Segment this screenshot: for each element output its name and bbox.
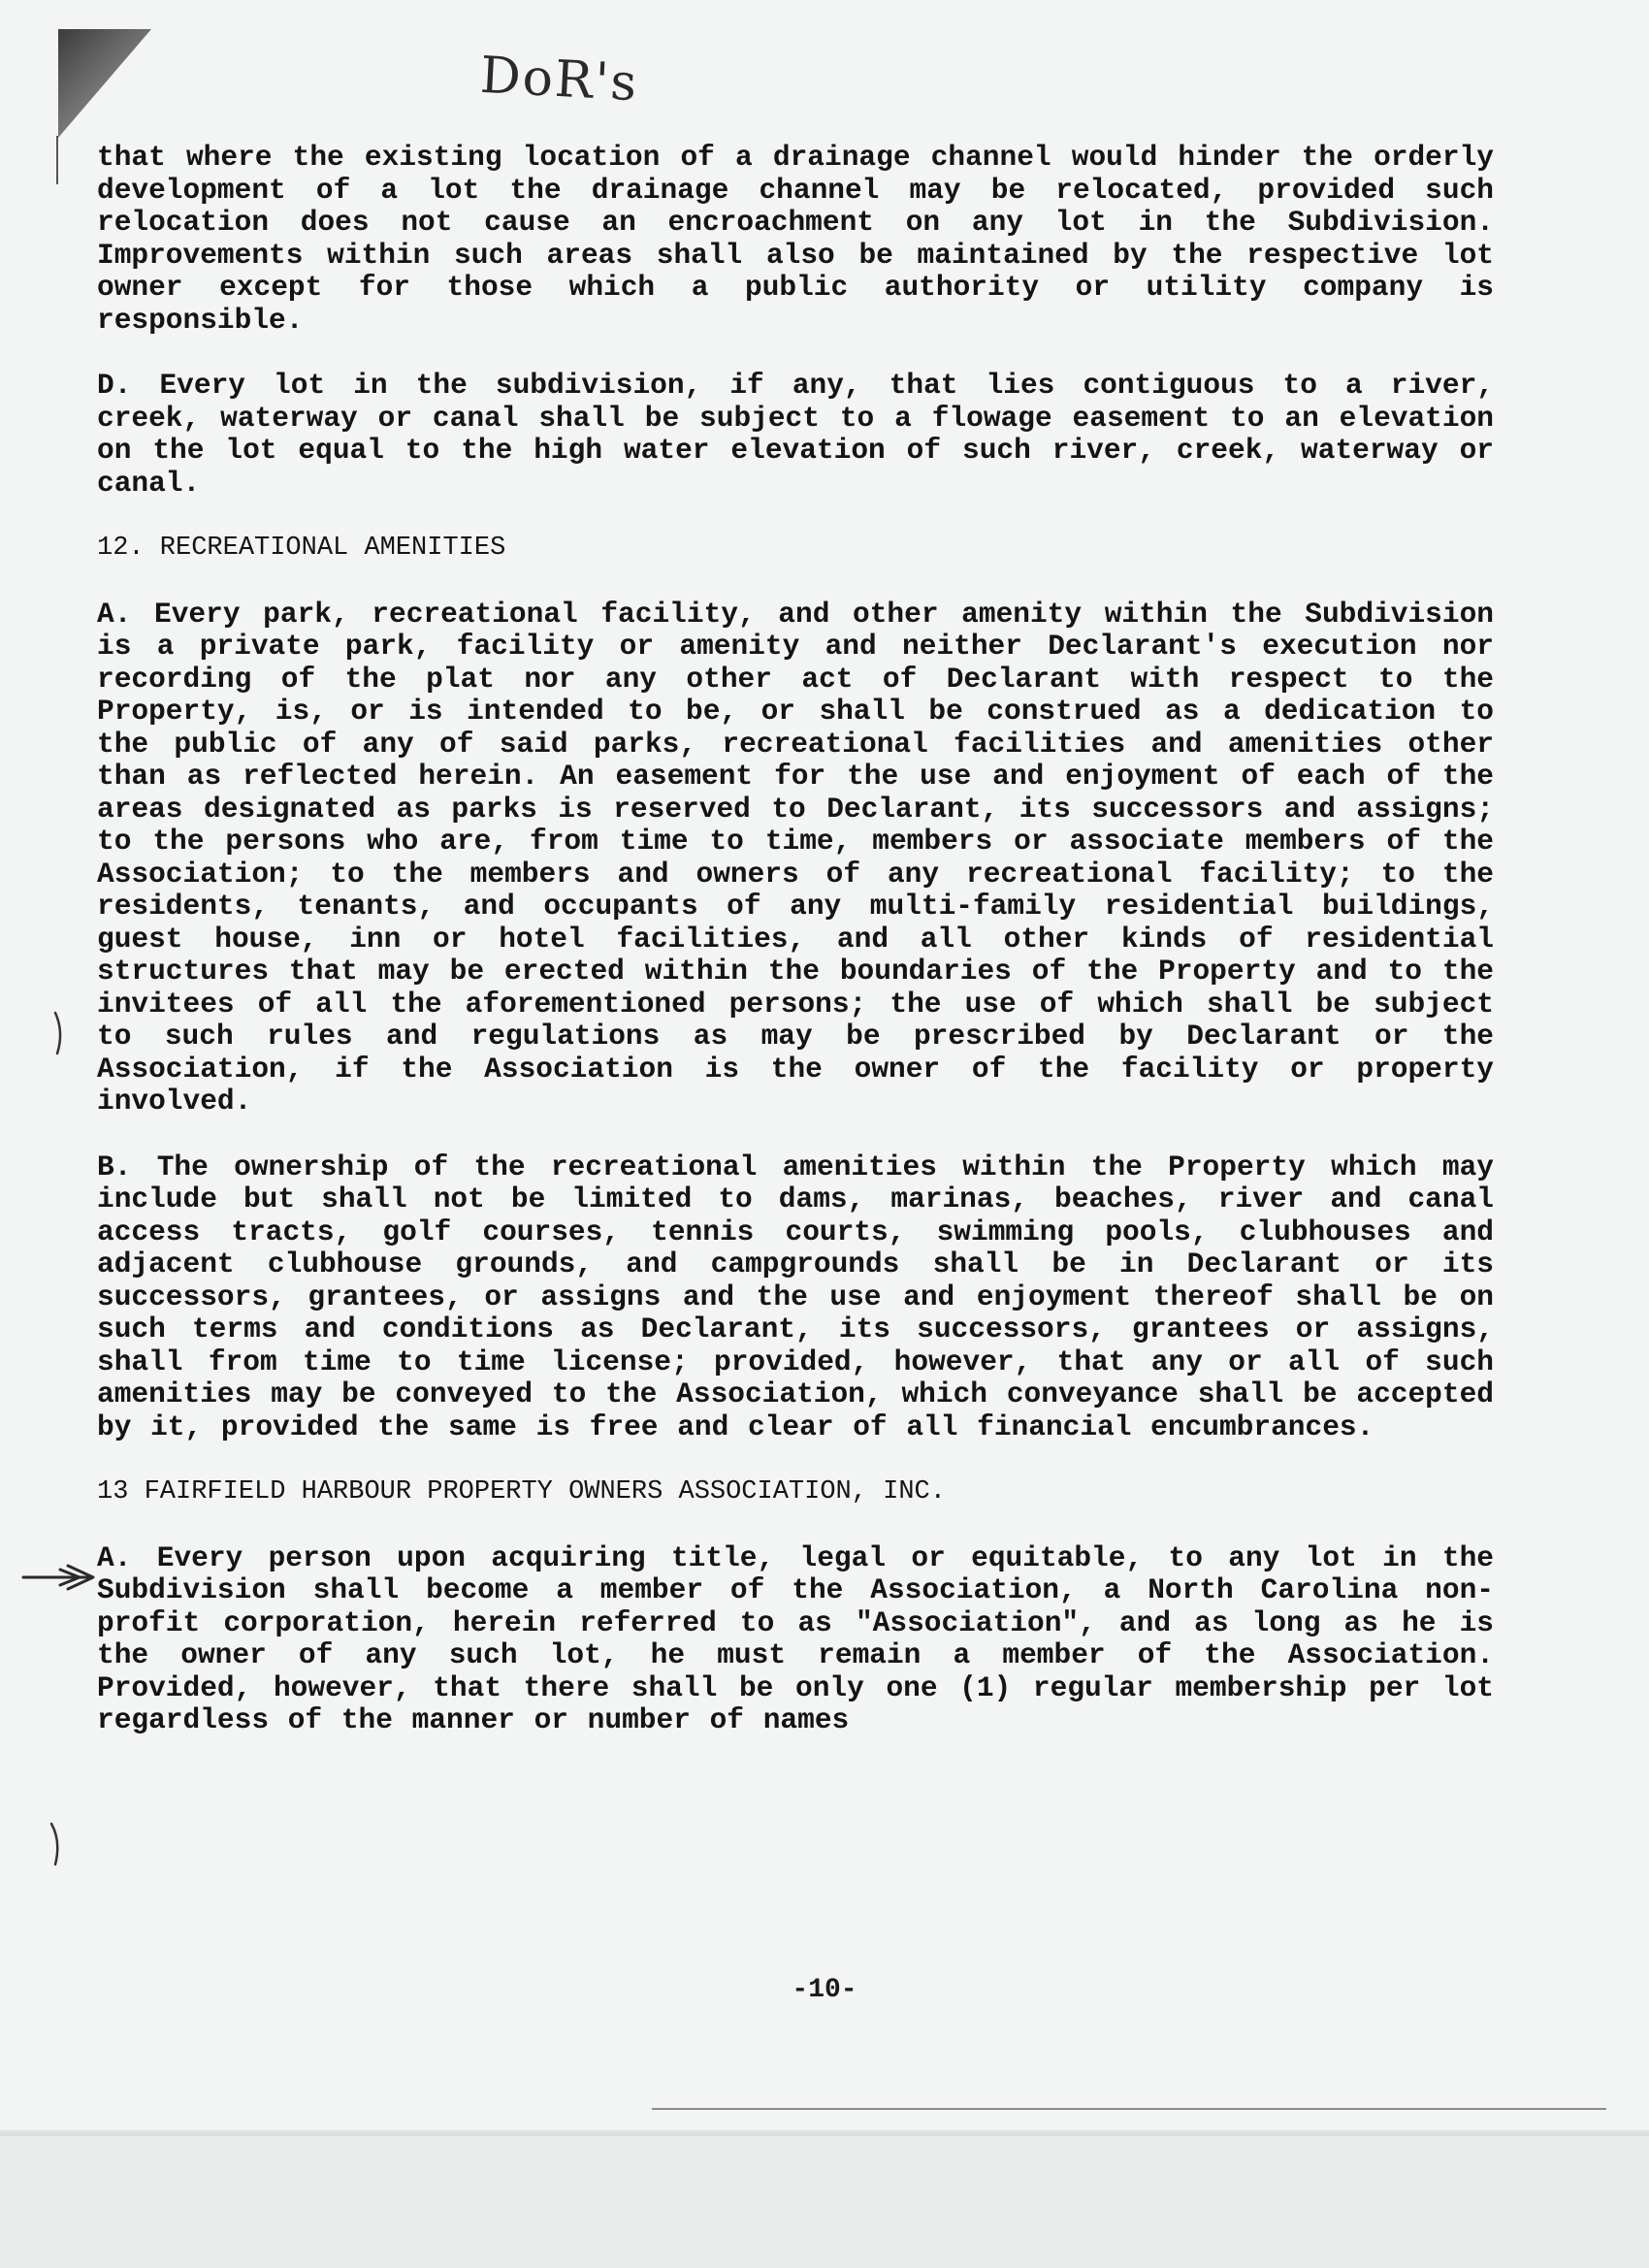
margin-tick-mark <box>48 1822 62 1866</box>
paragraph-a-membership: A. Every person upon acquiring title, legal or equitable, to any lot in the Subdivision shall become a member of the Association, a North Carolina non-profit corporation, herein referred to as "Association", and as long as he is the owner of any such lot, he must remain a member of the Association. Provided, however, that there shall be only one (1) regular membership per lot regardless of the manner or number of names <box>97 1540 1494 1736</box>
folded-corner-shadow <box>58 29 151 138</box>
handwritten-note: DoR's <box>478 46 640 113</box>
footer-rule <box>652 2108 1606 2110</box>
paragraph-a-recreational-amenities: A. Every park, recreational facility, and other amenity within the Subdivision is a private park, facility or amenity and neither Declarant's execution nor recording of the plat nor any other act of Declarant with respect to the Property, is, or is intended to be, or shall be construed as a dedication to the public of any of said parks, recreational facilities and amenities other than as reflected herein. An easement for the use and enjoyment of each of the areas designated as parks is reserved to Declarant, its successors and assigns; to the persons who are, from time to time, members or associate members of the Association; to the members and owners of any recreational facility; to the residents, tenants, and occupants of any multi-family residential buildings, guest house, inn or hotel facilities, and all other kinds of residential structures that may be erected within the boundaries of the Property and to the invitees of all the aforementioned persons; the use of which shall be subject to such rules and regulations as may be prescribed by Declarant or the Association, if the Association is the owner of the facility or property involved. <box>97 597 1494 1118</box>
handwritten-arrow-icon <box>21 1560 97 1595</box>
margin-mark <box>56 136 58 184</box>
section-heading-12: 12. RECREATIONAL AMENITIES <box>97 534 506 563</box>
margin-tick-mark <box>52 1011 66 1055</box>
paragraph-d-flowage-easement: D. Every lot in the subdivision, if any, that lies contiguous to a river, creek, waterway or canal shall be subject to a flowage easement to an elevation on the lot equal to the high water elevation of such river, creek, waterway or canal. <box>97 369 1494 500</box>
page-number: -10- <box>792 1975 857 2005</box>
section-heading-13: 13 FAIRFIELD HARBOUR PROPERTY OWNERS ASSOCIATION, INC. <box>97 1477 946 1507</box>
paragraph-b-ownership-of-amenities: B. The ownership of the recreational amenities within the Property which may include but shall not be limited to dams, marinas, beaches, river and canal access tracts, golf courses, tennis courts, swimming pools, clubhouses and adjacent clubhouse grounds, and campgrounds shall be in Declarant or its successors, grantees, or assigns and the use and enjoyment thereof shall be on such terms and conditions as Declarant, its successors, grantees or assigns, shall from time to time license; provided, however, that any or all of such amenities may be conveyed to the Association, which conveyance shall be accepted by it, provided the same is free and clear of all financial encumbrances. <box>97 1150 1494 1443</box>
page-edge <box>0 2130 1649 2136</box>
document-body <box>97 142 1494 1770</box>
paragraph-drainage-channel: that where the existing location of a drainage channel would hinder the orderly development of a lot the drainage channel may be relocated, provided such relocation does not cause an encroachment on any lot in the Subdivision. Improvements within such areas shall also be maintained by the respective lot owner except for those which a public authority or utility company is responsible. <box>97 141 1494 337</box>
